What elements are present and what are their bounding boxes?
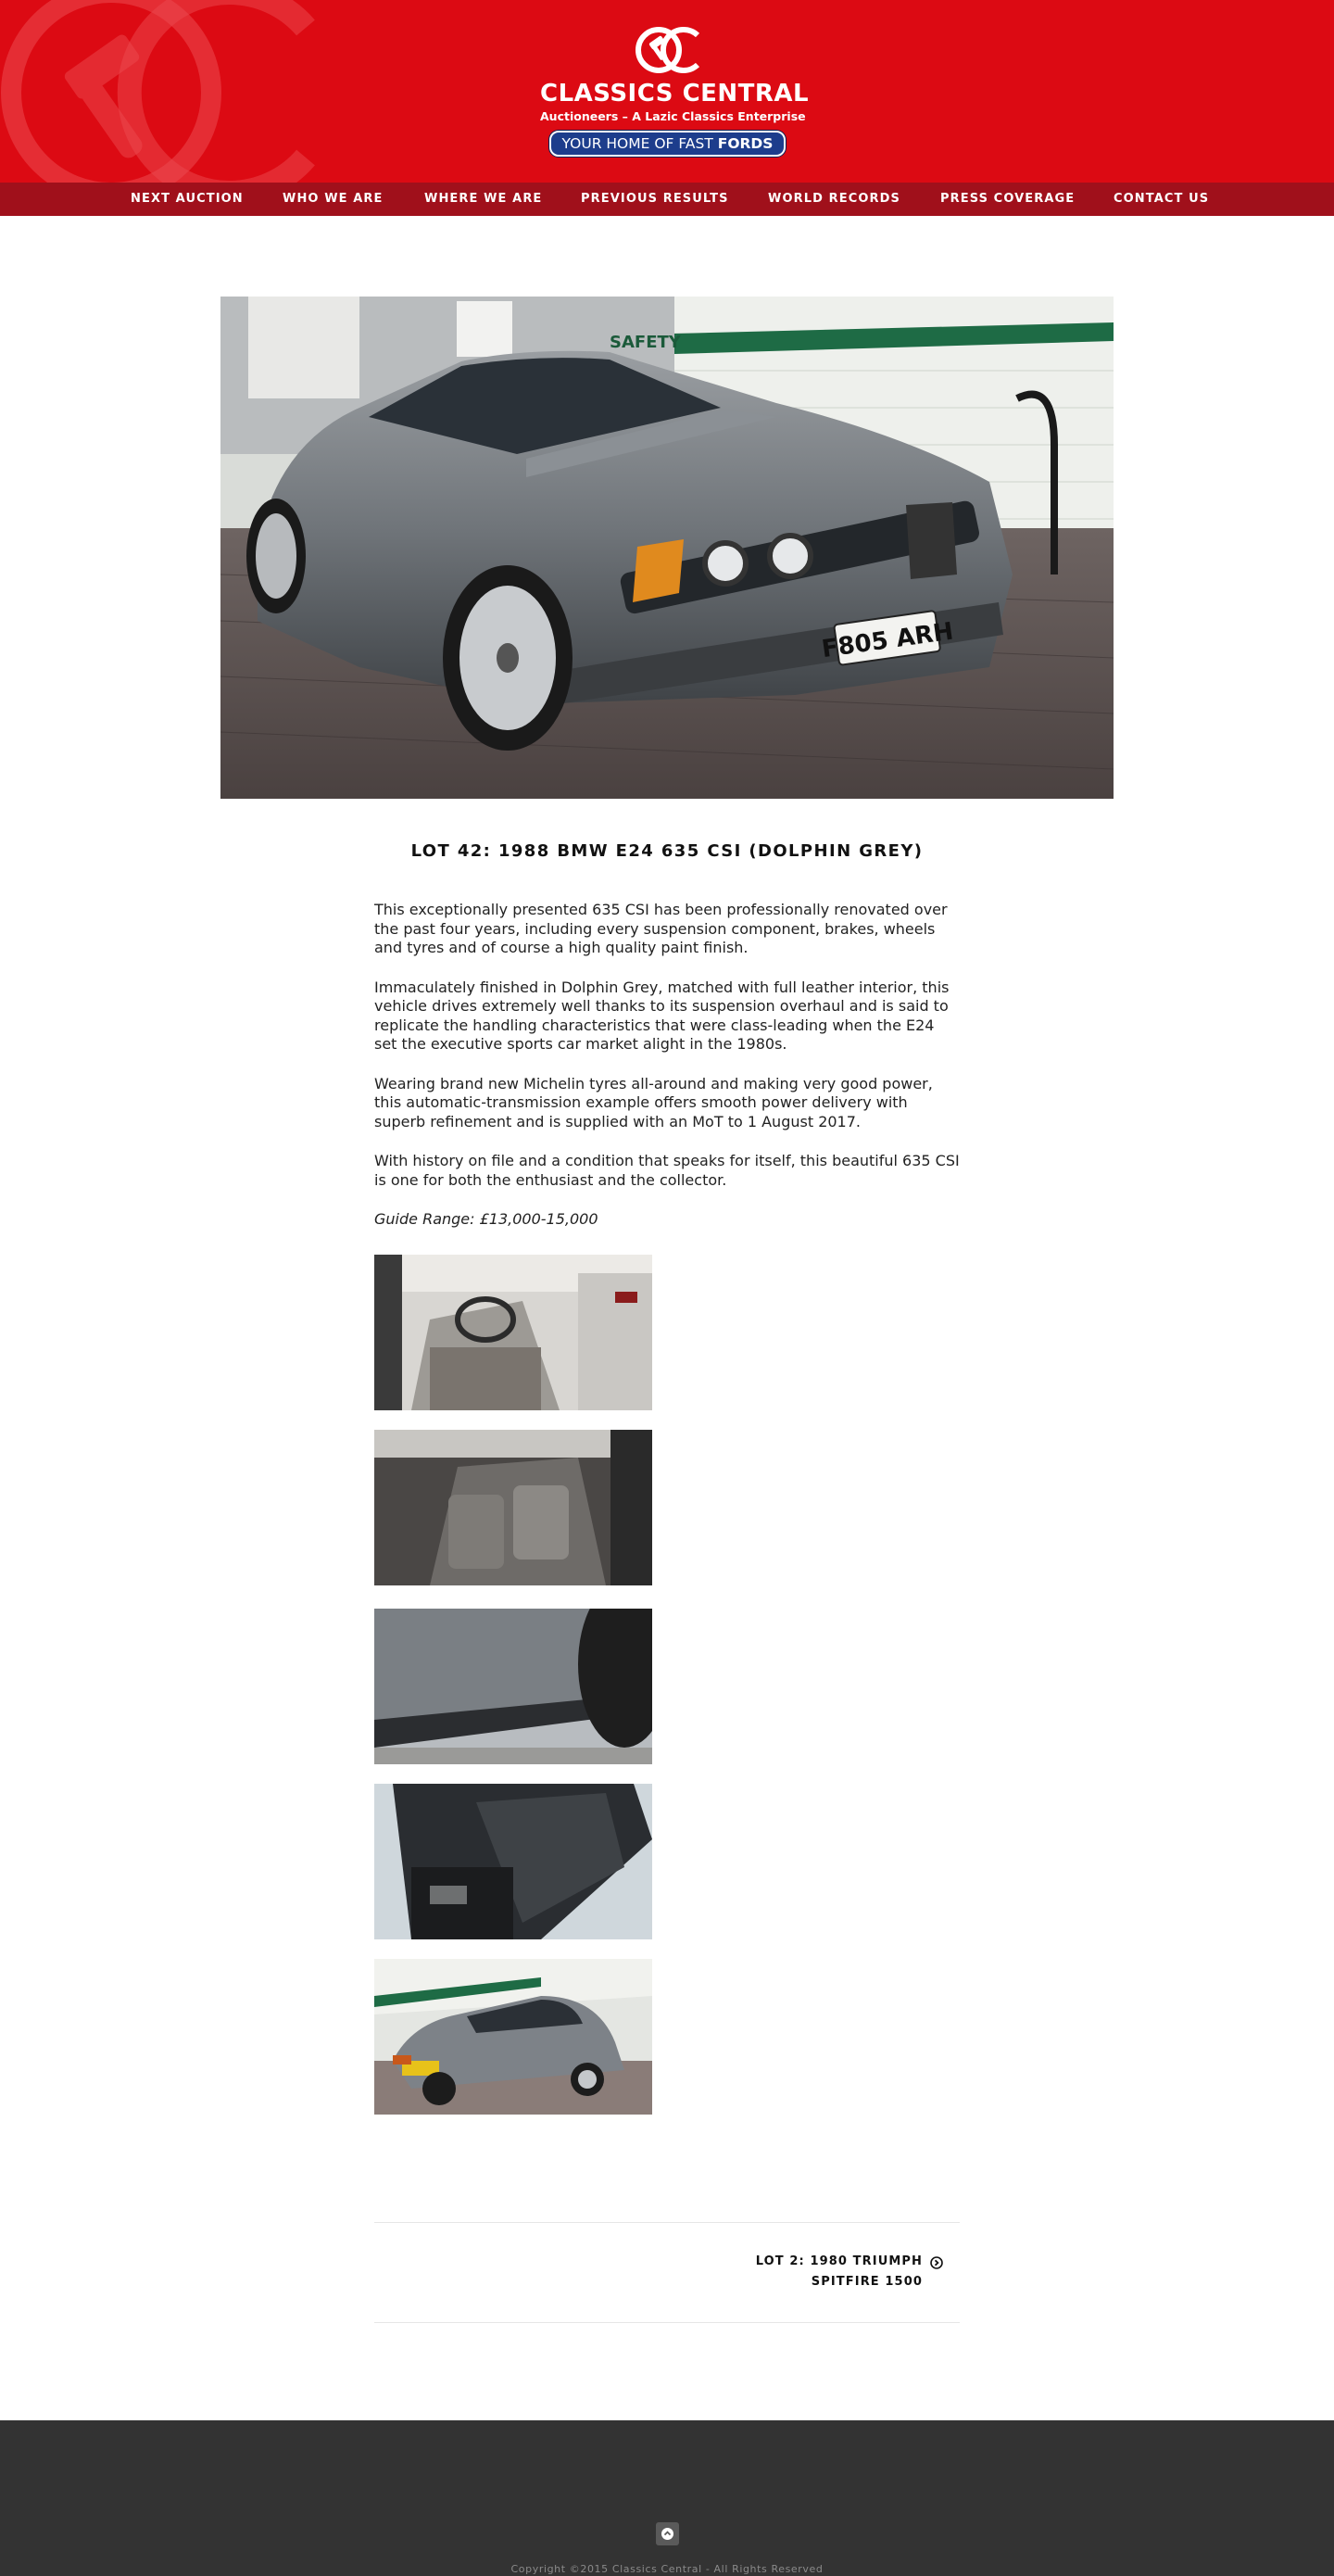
copyright-text: Copyright ©2015 Classics Central - All Rights Reserved [510, 2563, 824, 2575]
gavel-watermark-icon [0, 0, 361, 183]
nav-next-auction[interactable]: NEXT AUCTION [131, 192, 244, 206]
site-header [0, 0, 1334, 183]
gallery-thumb-interior-front[interactable] [374, 1255, 652, 1410]
licence-plate: F805 ARH [820, 617, 955, 664]
fast-fords-badge [549, 131, 787, 157]
brand-name: CLASSICS CENTRAL [540, 80, 810, 107]
guide-range: Guide Range: £13,000-15,000 [374, 1210, 598, 1228]
gallery-thumb-sill-underside[interactable] [374, 1609, 652, 1764]
nav-press-coverage[interactable]: PRESS COVERAGE [940, 192, 1076, 206]
site-logo[interactable] [540, 24, 810, 172]
badge-strong: FORDS [717, 135, 774, 152]
lot-description [374, 901, 960, 1250]
back-to-top-button[interactable] [656, 2522, 679, 2545]
gallery-thumb-engine-bay[interactable] [374, 1784, 652, 1939]
next-lot-link[interactable]: LOT 2: 1980 TRIUMPH SPITFIRE 1500 [755, 2254, 923, 2289]
badge-prefix: YOUR HOME OF FAST [561, 135, 713, 152]
nav-previous-results[interactable]: PREVIOUS RESULTS [581, 192, 729, 206]
site-footer [0, 2420, 1334, 2576]
nav-world-records[interactable]: WORLD RECORDS [768, 192, 900, 206]
gallery-thumb-rear-view[interactable] [374, 1959, 652, 2115]
description-paragraph: Wearing brand new Michelin tyres all-around and making very good power, this automatic-transmission example offers smooth power delivery with superb refinement and is supplied with an MoT to 1 August 2017. [374, 1074, 933, 1130]
post-nav-bottom-divider [374, 2322, 960, 2323]
description-paragraph: Immaculately finished in Dolphin Grey, matched with full leather interior, this vehicle drives extremely well thanks to its suspension overhaul and is said to replicate the handling characteristics that were class-leading when the E24 set the executive sports car market alight in the 1980s. [374, 978, 950, 1053]
cc-logo-icon [631, 24, 705, 76]
nav-contact-us[interactable]: CONTACT US [1114, 192, 1210, 206]
wall-sign: SAFETY [610, 333, 681, 352]
description-paragraph: This exceptionally presented 635 CSI has been professionally renovated over the past four years, including every suspension component, brakes, wheels and tyres and of course a high quality paint finish. [374, 901, 948, 956]
gallery-thumb-interior-seats[interactable] [374, 1430, 652, 1585]
nav-who-we-are[interactable]: WHO WE ARE [283, 192, 384, 206]
brand-tagline: Auctioneers – A Lazic Classics Enterprise [540, 109, 806, 123]
chevron-right-circle-icon[interactable] [930, 2256, 943, 2269]
post-nav-top-divider [374, 2222, 960, 2223]
lot-title: LOT 42: 1988 BMW E24 635 CSI (DOLPHIN GREY) [410, 841, 924, 861]
nav-where-we-are[interactable]: WHERE WE ARE [424, 192, 543, 206]
hero-car-photo [220, 297, 1114, 799]
arrow-up-circle-icon [661, 2527, 674, 2541]
description-paragraph: With history on file and a condition that speaks for itself, this beautiful 635 CSI is one for both the enthusiast and the collector. [374, 1152, 960, 1189]
main-nav [0, 183, 1334, 216]
